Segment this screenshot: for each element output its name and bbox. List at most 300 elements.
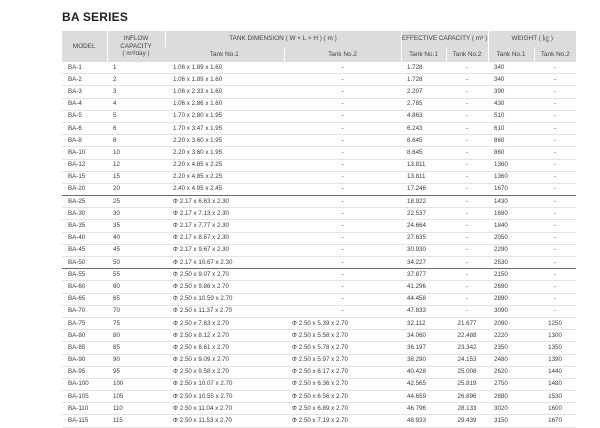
cell-dim-tank1-value: 2.17 x 6.63 x 2.30	[179, 197, 229, 205]
cell-weight-tank2-value: -	[553, 161, 557, 169]
cell-weight-tank1-value: 340	[494, 75, 505, 83]
header-cap-tank2: Tank No.2	[446, 47, 488, 62]
cell-cap-tank1-value: 17.246	[407, 185, 426, 193]
header-weight: WEIGHT ( ㎏ )	[488, 31, 576, 47]
cell-dim-tank1-value: 1.06 x 2.33 x 1.60	[173, 87, 223, 95]
cell-dim-tank2	[284, 110, 401, 122]
cell-cap-tank1-value: 18.922	[407, 197, 426, 205]
cell-cap-tank2	[446, 110, 488, 122]
cell-dim-tank1-value: 2.40 x 4.95 x 2.45	[173, 185, 223, 193]
cell-cap-tank1-value: 1.728	[407, 75, 423, 83]
cell-weight-tank2-value: -	[553, 282, 557, 290]
round-tank-marker-icon: Φ	[173, 332, 178, 339]
cell-weight-tank1-value: 390	[494, 87, 505, 95]
cell-model-value: BA-15	[68, 173, 86, 181]
cell-dim-tank2-value: -	[341, 270, 344, 278]
cell-inflow-value: 1	[113, 63, 117, 71]
cell-weight-tank2	[534, 391, 576, 403]
cell-weight-tank2	[534, 147, 576, 159]
cell-weight-tank2	[534, 86, 576, 98]
cell-inflow	[107, 293, 165, 305]
cell-dim-tank2-value: 2.50 x 5.97 x 2.70	[298, 356, 348, 364]
round-tank-marker-icon: Φ	[292, 405, 297, 412]
table-row	[62, 74, 576, 86]
cell-weight-tank1	[488, 244, 534, 256]
cell-dim-tank2	[284, 391, 401, 403]
cell-dim-tank2	[284, 354, 401, 366]
cell-cap-tank2-value: -	[465, 136, 469, 144]
cell-dim-tank1-value: 2.20 x 4.85 x 2.25	[173, 173, 223, 181]
cell-cap-tank1	[401, 305, 446, 317]
cell-dim-tank1-value: 2.50 x 11.53 x 2.70	[179, 417, 232, 425]
cell-weight-tank2	[534, 122, 576, 134]
cell-cap-tank1	[401, 281, 446, 293]
cell-dim-tank1	[165, 366, 284, 378]
cell-dim-tank2-value: -	[341, 112, 344, 120]
cell-dim-tank1	[165, 220, 284, 232]
cell-weight-tank1-value: 3020	[494, 404, 508, 412]
cell-cap-tank2-value: -	[465, 197, 469, 205]
cell-cap-tank1	[401, 257, 446, 269]
cell-dim-tank1-value: 2.17 x 10.67 x 2.30	[179, 258, 233, 266]
cell-model-value: BA-115	[68, 417, 89, 425]
cell-weight-tank1-value: 340	[494, 63, 505, 71]
cell-inflow	[107, 86, 165, 98]
cell-cap-tank2-value: -	[465, 282, 469, 290]
cell-cap-tank1	[401, 244, 446, 256]
cell-model-value: BA-5	[68, 112, 82, 120]
cell-weight-tank1-value: 1360	[494, 173, 508, 181]
header-inflow-unit: ( m³/day )	[122, 50, 150, 58]
cell-inflow	[107, 330, 165, 342]
cell-dim-tank2-value: 2.50 x 6.89 x 2.70	[298, 404, 348, 412]
cell-cap-tank2-value: -	[465, 246, 469, 254]
cell-cap-tank1	[401, 147, 446, 159]
cell-cap-tank2	[446, 86, 488, 98]
cell-cap-tank2-value: -	[465, 270, 469, 278]
cell-inflow-value: 60	[113, 282, 120, 290]
cell-weight-tank2	[534, 244, 576, 256]
header-dim-tank2: Tank No.2	[284, 47, 401, 62]
cell-dim-tank1-value: 2.50 x 8.12 x 2.70	[179, 331, 229, 339]
cell-cap-tank1	[401, 62, 446, 74]
cell-cap-tank2-value: -	[465, 87, 469, 95]
cell-dim-tank1-value: 2.17 x 8.67 x 2.30	[179, 234, 229, 242]
cell-dim-tank1	[165, 98, 284, 110]
table-row	[62, 135, 576, 147]
cell-dim-tank1-value: 2.50 x 7.63 x 2.70	[179, 319, 229, 327]
cell-inflow	[107, 366, 165, 378]
cell-cap-tank1	[401, 135, 446, 147]
cell-inflow	[107, 74, 165, 86]
cell-weight-tank2	[534, 317, 576, 329]
cell-cap-tank2-value: 24.153	[457, 356, 477, 364]
cell-cap-tank1	[401, 293, 446, 305]
round-tank-marker-icon: Φ	[292, 320, 297, 327]
cell-inflow-value: 12	[113, 161, 120, 169]
cell-cap-tank2	[446, 403, 488, 415]
cell-weight-tank1	[488, 269, 534, 281]
cell-weight-tank2-value: -	[553, 124, 557, 132]
cell-cap-tank2-value: -	[465, 209, 469, 217]
cell-model	[62, 196, 107, 208]
cell-inflow-value: 75	[113, 319, 120, 327]
cell-cap-tank2-value: -	[465, 100, 469, 108]
cell-model-value: BA-75	[68, 319, 86, 327]
cell-weight-tank1	[488, 378, 534, 390]
cell-dim-tank2	[284, 403, 401, 415]
cell-cap-tank2-value: 23.342	[457, 343, 477, 351]
cell-inflow	[107, 342, 165, 354]
cell-dim-tank2	[284, 98, 401, 110]
cell-dim-tank2	[284, 62, 401, 74]
cell-weight-tank1-value: 1670	[494, 185, 508, 193]
cell-inflow	[107, 281, 165, 293]
cell-dim-tank2-value: -	[341, 100, 344, 108]
cell-cap-tank2-value: -	[465, 124, 469, 132]
cell-cap-tank1-value: 2.785	[407, 100, 423, 108]
cell-model	[62, 366, 107, 378]
cell-dim-tank1-value: 2.50 x 11.37 x 2.70	[179, 307, 232, 315]
table-row	[62, 281, 576, 293]
cell-inflow	[107, 257, 165, 269]
cell-weight-tank1	[488, 257, 534, 269]
cell-weight-tank1	[488, 293, 534, 305]
cell-cap-tank1	[401, 86, 446, 98]
cell-weight-tank2-value: -	[553, 185, 557, 193]
table-row	[62, 208, 576, 220]
round-tank-marker-icon: Φ	[173, 308, 178, 315]
cell-weight-tank2	[534, 159, 576, 171]
cell-weight-tank2-value: 1600	[548, 404, 562, 412]
cell-weight-tank2-value: -	[553, 148, 557, 156]
cell-weight-tank2	[534, 378, 576, 390]
round-tank-marker-icon: Φ	[173, 210, 178, 217]
cell-cap-tank2	[446, 122, 488, 134]
cell-cap-tank2	[446, 196, 488, 208]
cell-weight-tank2-value: 1670	[548, 417, 562, 425]
cell-dim-tank2-value: -	[341, 87, 344, 95]
round-tank-marker-icon: Φ	[173, 235, 178, 242]
cell-inflow-value: 45	[113, 246, 120, 254]
table-row	[62, 110, 576, 122]
cell-cap-tank2-value: -	[465, 161, 469, 169]
cell-weight-tank1	[488, 403, 534, 415]
cell-model-value: BA-80	[68, 331, 86, 339]
cell-dim-tank1-value: 1.70 x 3.47 x 1.95	[173, 124, 223, 132]
table-row	[62, 403, 576, 415]
round-tank-marker-icon: Φ	[173, 283, 178, 290]
cell-weight-tank1-value: 1360	[494, 161, 508, 169]
table-row	[62, 342, 576, 354]
cell-inflow	[107, 354, 165, 366]
cell-dim-tank2-value: -	[341, 307, 344, 315]
table-row	[62, 232, 576, 244]
cell-model	[62, 220, 107, 232]
cell-model-value: BA-110	[68, 404, 89, 412]
cell-dim-tank2	[284, 147, 401, 159]
cell-weight-tank1	[488, 98, 534, 110]
cell-weight-tank1	[488, 330, 534, 342]
cell-model	[62, 159, 107, 171]
cell-dim-tank1	[165, 269, 284, 281]
header-inflow-label: INFLOW CAPACITY	[120, 35, 152, 50]
cell-dim-tank1-value: 2.17 x 7.13 x 2.30	[179, 209, 229, 217]
cell-cap-tank1-value: 27.635	[407, 234, 426, 242]
cell-model-value: BA-105	[68, 392, 89, 400]
cell-dim-tank1-value: 2.50 x 10.59 x 2.70	[179, 295, 233, 303]
cell-cap-tank1-value: 13.811	[407, 173, 426, 181]
cell-model-value: BA-40	[68, 234, 86, 242]
cell-model	[62, 208, 107, 220]
cell-cap-tank1	[401, 378, 446, 390]
cell-dim-tank1	[165, 305, 284, 317]
cell-model-value: BA-50	[68, 258, 86, 266]
cell-dim-tank2	[284, 415, 401, 427]
cell-dim-tank1	[165, 171, 284, 183]
round-tank-marker-icon: Φ	[173, 418, 178, 425]
cell-weight-tank2	[534, 257, 576, 269]
cell-dim-tank1-value: 2.50 x 9.07 x 2.70	[179, 270, 229, 278]
cell-cap-tank2	[446, 281, 488, 293]
cell-model	[62, 244, 107, 256]
cell-cap-tank1	[401, 122, 446, 134]
cell-dim-tank1-value: 1.06 x 1.89 x 1.60	[173, 63, 223, 71]
cell-weight-tank2-value: -	[553, 295, 557, 303]
cell-dim-tank1	[165, 244, 284, 256]
cell-dim-tank2-value: -	[341, 295, 344, 303]
cell-cap-tank2-value: 21.677	[457, 319, 477, 327]
round-tank-marker-icon: Φ	[292, 418, 297, 425]
cell-cap-tank2	[446, 208, 488, 220]
cell-weight-tank1	[488, 122, 534, 134]
cell-dim-tank2	[284, 366, 401, 378]
cell-dim-tank2	[284, 122, 401, 134]
cell-cap-tank1	[401, 208, 446, 220]
cell-weight-tank1	[488, 232, 534, 244]
cell-inflow-value: 100	[113, 380, 124, 388]
cell-model-value: BA-1	[68, 63, 82, 71]
cell-model	[62, 257, 107, 269]
cell-weight-tank2	[534, 354, 576, 366]
cell-weight-tank2-value: -	[553, 234, 557, 242]
cell-inflow-value: 40	[113, 234, 120, 242]
cell-weight-tank2-value: 1530	[548, 392, 562, 400]
cell-weight-tank1	[488, 196, 534, 208]
cell-dim-tank2-value: 2.50 x 6.36 x 2.70	[298, 380, 348, 388]
cell-weight-tank1-value: 2620	[494, 368, 508, 376]
cell-cap-tank1-value: 2.207	[407, 87, 423, 95]
cell-weight-tank1	[488, 86, 534, 98]
cell-weight-tank2-value: 1390	[548, 356, 562, 364]
cell-weight-tank1	[488, 281, 534, 293]
cell-cap-tank2	[446, 74, 488, 86]
cell-model	[62, 415, 107, 427]
header-dim-tank1: Tank No.1	[165, 47, 284, 62]
cell-dim-tank2-value: -	[341, 75, 344, 83]
cell-weight-tank1	[488, 135, 534, 147]
cell-weight-tank1	[488, 171, 534, 183]
cell-model-value: BA-65	[68, 295, 86, 303]
cell-inflow	[107, 403, 165, 415]
table-row	[62, 269, 576, 281]
round-tank-marker-icon: Φ	[292, 393, 297, 400]
cell-cap-tank1	[401, 415, 446, 427]
round-tank-marker-icon: Φ	[173, 320, 178, 327]
cell-cap-tank2	[446, 135, 488, 147]
table-row	[62, 183, 576, 195]
cell-model	[62, 354, 107, 366]
cell-inflow-value: 8	[113, 136, 117, 144]
table-row	[62, 62, 576, 74]
cell-inflow-value: 4	[113, 100, 117, 108]
cell-cap-tank2-value: -	[465, 148, 469, 156]
cell-weight-tank1-value: 430	[494, 100, 505, 108]
cell-dim-tank2	[284, 196, 401, 208]
cell-dim-tank2	[284, 74, 401, 86]
cell-cap-tank1-value: 41.296	[407, 282, 426, 290]
cell-weight-tank1-value: 2890	[494, 295, 508, 303]
cell-dim-tank1	[165, 86, 284, 98]
cell-weight-tank1-value: 1840	[494, 222, 508, 230]
round-tank-marker-icon: Φ	[292, 332, 297, 339]
cell-dim-tank1-value: 2.50 x 8.61 x 2.70	[179, 343, 229, 351]
round-tank-marker-icon: Φ	[173, 369, 178, 376]
cell-cap-tank1-value: 13.811	[407, 161, 426, 169]
cell-cap-tank2-value: -	[465, 307, 469, 315]
cell-cap-tank2	[446, 147, 488, 159]
cell-inflow	[107, 183, 165, 195]
cell-dim-tank1	[165, 342, 284, 354]
cell-weight-tank2-value: -	[553, 75, 557, 83]
cell-dim-tank2	[284, 330, 401, 342]
cell-cap-tank1	[401, 171, 446, 183]
cell-cap-tank2-value: -	[465, 295, 469, 303]
cell-dim-tank1	[165, 135, 284, 147]
cell-model-value: BA-8	[68, 136, 82, 144]
cell-dim-tank2	[284, 269, 401, 281]
round-tank-marker-icon: Φ	[173, 259, 178, 266]
cell-dim-tank2-value: -	[341, 234, 344, 242]
cell-inflow-value: 10	[113, 148, 120, 156]
cell-model	[62, 147, 107, 159]
cell-weight-tank1	[488, 208, 534, 220]
cell-model	[62, 330, 107, 342]
table-row	[62, 415, 576, 427]
cell-cap-tank1	[401, 403, 446, 415]
cell-weight-tank1-value: 2290	[494, 246, 508, 254]
cell-cap-tank1-value: 47.833	[407, 307, 426, 315]
cell-inflow	[107, 415, 165, 427]
cell-cap-tank1-value: 4.863	[407, 112, 423, 120]
cell-weight-tank1-value: 860	[494, 148, 505, 156]
cell-dim-tank2	[284, 86, 401, 98]
table-header	[62, 31, 576, 62]
cell-model-value: BA-3	[68, 87, 82, 95]
cell-cap-tank1-value: 48.933	[407, 417, 426, 425]
cell-cap-tank2	[446, 330, 488, 342]
cell-weight-tank1	[488, 305, 534, 317]
cell-dim-tank2-value: 2.50 x 5.78 x 2.70	[298, 343, 348, 351]
table-body	[62, 62, 576, 427]
cell-weight-tank1-value: 2750	[494, 380, 508, 388]
cell-weight-tank2	[534, 232, 576, 244]
cell-dim-tank2-value: 2.50 x 7.19 x 2.70	[298, 417, 348, 425]
header-model: MODEL	[62, 31, 107, 62]
cell-dim-tank1	[165, 415, 284, 427]
cell-dim-tank1-value: 1.06 x 2.86 x 1.60	[173, 100, 223, 108]
cell-dim-tank1	[165, 354, 284, 366]
cell-dim-tank2-value: -	[341, 222, 344, 230]
cell-cap-tank1	[401, 98, 446, 110]
cell-model-value: BA-55	[68, 270, 86, 278]
cell-weight-tank1	[488, 62, 534, 74]
cell-weight-tank2	[534, 98, 576, 110]
cell-cap-tank1	[401, 74, 446, 86]
cell-dim-tank2-value: 2.50 x 5.58 x 2.70	[298, 331, 348, 339]
cell-cap-tank2	[446, 317, 488, 329]
table-row	[62, 98, 576, 110]
cell-dim-tank2	[284, 159, 401, 171]
cell-inflow-value: 30	[113, 209, 120, 217]
cell-cap-tank1-value: 40.428	[407, 368, 426, 376]
cell-weight-tank1-value: 2220	[494, 331, 508, 339]
round-tank-marker-icon: Φ	[173, 296, 178, 303]
cell-weight-tank1-value: 2150	[494, 270, 508, 278]
cell-inflow-value: 85	[113, 343, 120, 351]
cell-weight-tank2	[534, 366, 576, 378]
cell-dim-tank2-value: -	[341, 148, 344, 156]
cell-model-value: BA-10	[68, 148, 86, 156]
cell-weight-tank1	[488, 317, 534, 329]
cell-dim-tank2	[284, 220, 401, 232]
cell-weight-tank2-value: -	[553, 307, 557, 315]
cell-cap-tank1-value: 1.728	[407, 63, 423, 71]
cell-inflow	[107, 135, 165, 147]
cell-model	[62, 269, 107, 281]
cell-dim-tank1	[165, 147, 284, 159]
table-row	[62, 122, 576, 134]
cell-dim-tank2	[284, 208, 401, 220]
cell-cap-tank1-value: 44.659	[407, 392, 426, 400]
cell-dim-tank1	[165, 281, 284, 293]
cell-model-value: BA-95	[68, 368, 86, 376]
cell-cap-tank2	[446, 159, 488, 171]
cell-inflow	[107, 232, 165, 244]
cell-cap-tank1-value: 8.645	[407, 148, 423, 156]
cell-model-value: BA-70	[68, 307, 86, 315]
cell-cap-tank2-value: -	[465, 258, 469, 266]
cell-model	[62, 342, 107, 354]
cell-model-value: BA-4	[68, 100, 82, 108]
cell-cap-tank1-value: 30.930	[407, 246, 426, 254]
cell-weight-tank1-value: 2880	[494, 392, 508, 400]
header-cap-tank1: Tank No.1	[401, 47, 446, 62]
cell-cap-tank1-value: 36.197	[407, 343, 426, 351]
cell-model	[62, 135, 107, 147]
cell-dim-tank1	[165, 62, 284, 74]
cell-model	[62, 98, 107, 110]
table-row	[62, 366, 576, 378]
round-tank-marker-icon: Φ	[173, 223, 178, 230]
cell-weight-tank2-value: 1300	[548, 331, 562, 339]
cell-weight-tank2-value: -	[553, 112, 557, 120]
round-tank-marker-icon: Φ	[173, 344, 178, 351]
cell-weight-tank1	[488, 220, 534, 232]
cell-cap-tank1	[401, 196, 446, 208]
cell-dim-tank1-value: 2.50 x 11.04 x 2.70	[179, 404, 232, 412]
cell-dim-tank1	[165, 196, 284, 208]
